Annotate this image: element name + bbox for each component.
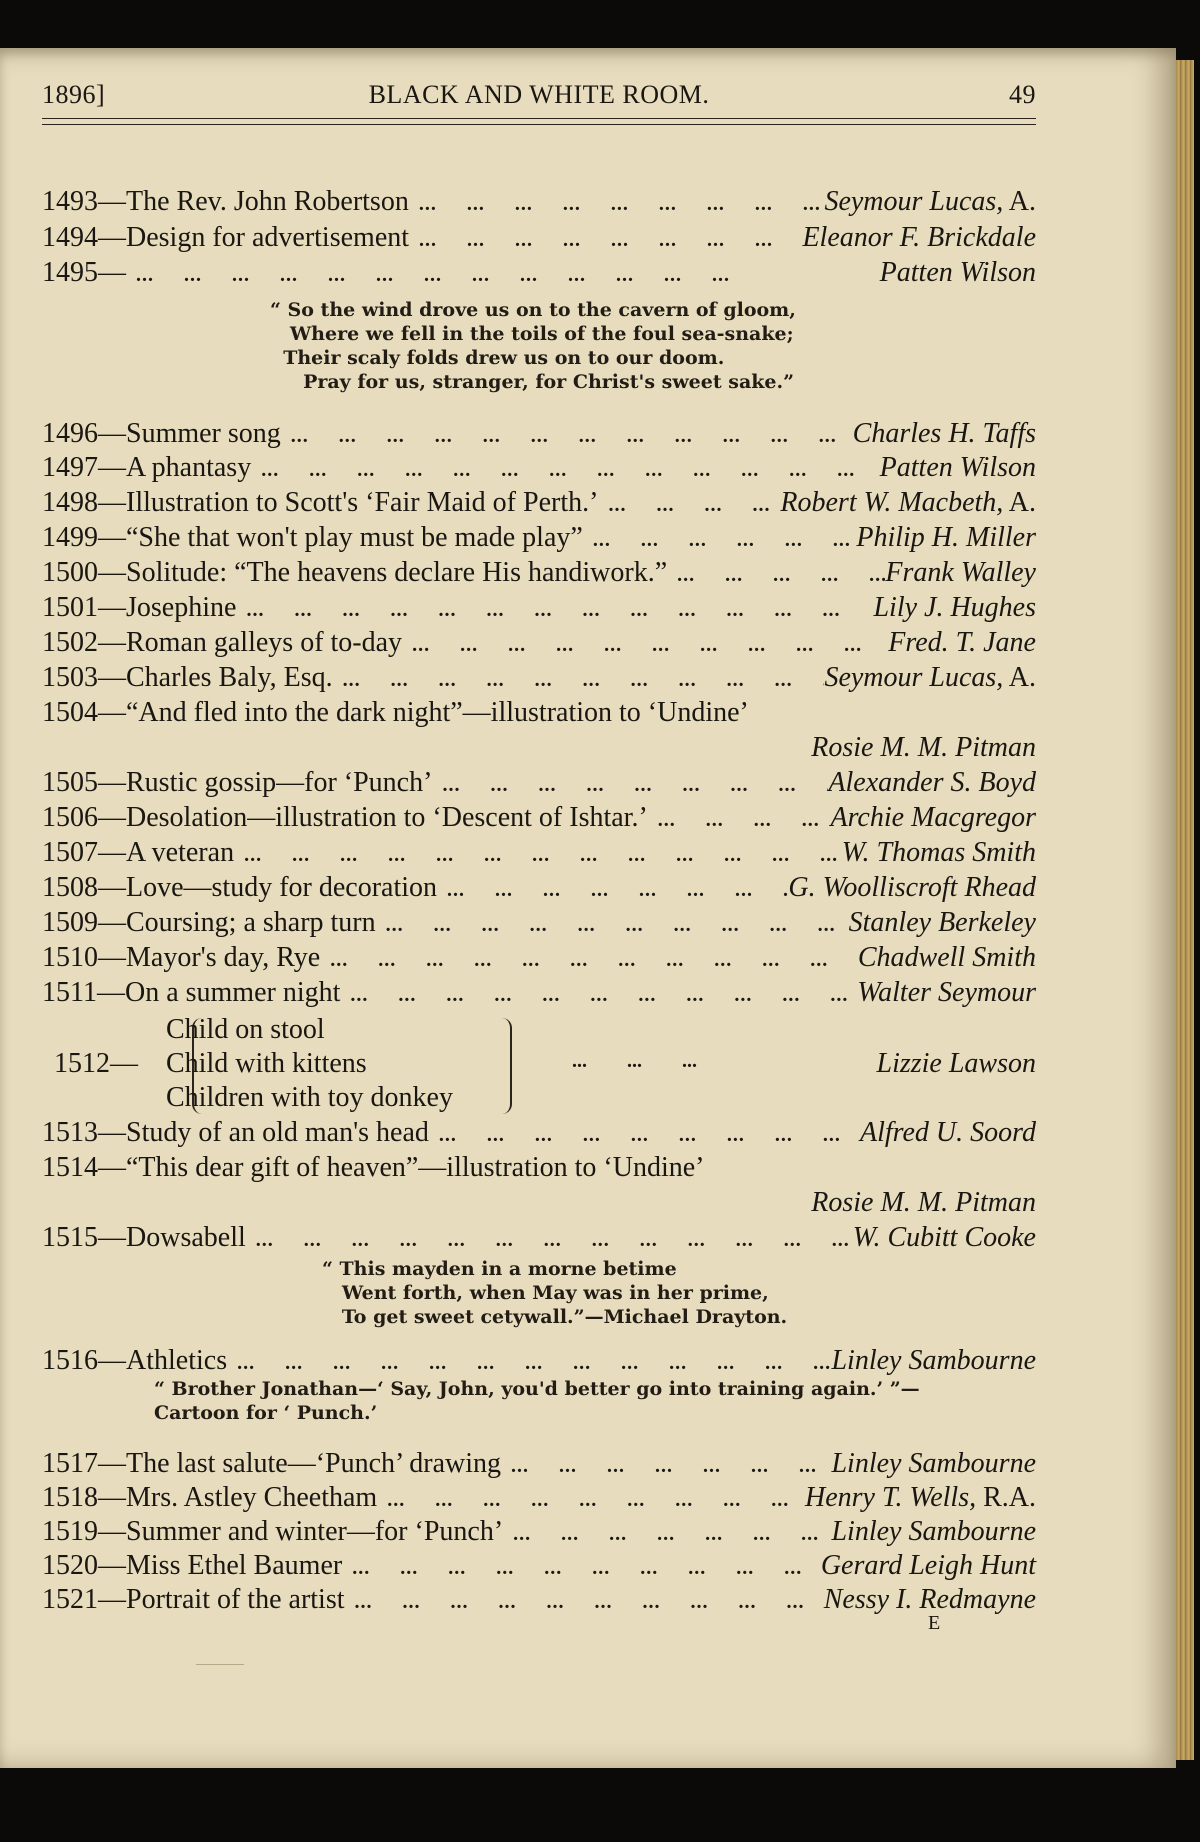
leader-dots xyxy=(281,425,853,448)
signature-mark: E xyxy=(928,1612,941,1634)
entry-artist: Fred. T. Jane xyxy=(888,627,1036,658)
entry-artist: Seymour Lucas, A. xyxy=(824,662,1036,693)
entry-artist: Linley Sambourne xyxy=(831,1516,1036,1547)
entry-number: 1502— xyxy=(42,627,126,658)
leader-dots xyxy=(234,844,842,867)
leader-dots xyxy=(402,634,888,657)
artist-honour: R.A. xyxy=(976,1482,1036,1513)
header-rule xyxy=(42,118,1036,125)
entry-title: 1518—Mrs. Astley Cheetham xyxy=(42,1482,378,1513)
entry-number: 1521— xyxy=(42,1584,126,1615)
entry-number: 1495— xyxy=(42,257,126,288)
entry-title: 1499—“She that won't play must be made play” xyxy=(42,522,583,553)
entry-1512-item: Children with toy donkey xyxy=(166,1082,453,1113)
entry-1514 xyxy=(42,1152,704,1184)
entry-title: 1501—Josephine xyxy=(42,592,237,623)
entry-1512-item: Child with kittens xyxy=(166,1048,367,1079)
entry-number: 1496— xyxy=(42,418,126,449)
entry-number: 1506— xyxy=(42,802,126,833)
entry-title: 1510—Mayor's day, Rye xyxy=(42,942,321,973)
leader-dots xyxy=(320,949,858,972)
entry-1508 xyxy=(42,872,1036,906)
entry-artist: Lily J. Hughes xyxy=(873,592,1036,623)
entry-number: 1520— xyxy=(42,1550,126,1581)
entry-1495 xyxy=(42,257,1036,291)
entry-artist: Nessy I. Redmayne xyxy=(823,1584,1036,1615)
entry-title: 1505—Rustic gossip—for ‘Punch’ xyxy=(42,767,433,798)
entry-1513 xyxy=(42,1117,1036,1151)
right-brace xyxy=(500,1018,512,1114)
entry-title: “And fled into the dark night”—illustration to ‘Undine’ xyxy=(126,697,749,728)
page-edge xyxy=(1176,60,1194,1760)
leader-dots xyxy=(333,669,825,692)
entry-title: 1517—The last salute—‘Punch’ drawing xyxy=(42,1448,502,1479)
leader-dots xyxy=(236,599,873,622)
entry-number: 1518— xyxy=(42,1482,126,1513)
quote-1495: “ So the wind drove us on to the cavern of gloom, Where we fell in the toils of the foul sea-snake; Their scaly folds drew us on to our doom. Pray for us, stranger, for Christ's sweet sake.” xyxy=(270,299,796,393)
leader-dots xyxy=(409,229,802,252)
entry-artist: Seymour Lucas, A. xyxy=(824,186,1036,217)
entry-title: 1508—Love—study for decoration xyxy=(42,872,438,903)
leader-dots xyxy=(503,1523,831,1546)
entry-artist: Gerard Leigh Hunt xyxy=(820,1550,1036,1581)
leader-dots xyxy=(432,774,828,797)
entry-artist: Philip H. Miller xyxy=(856,522,1036,553)
entry-artist: Patten Wilson xyxy=(879,257,1036,288)
artist-honour: A. xyxy=(1003,662,1036,693)
entry-title: 1493—The Rev. John Robertson xyxy=(42,186,409,217)
entry-title: 1500—Solitude: “The heavens declare His handiwork.” xyxy=(42,557,668,588)
entry-title: 1516—Athletics xyxy=(42,1345,228,1376)
entry-artist: Rosie M. M. Pitman xyxy=(811,732,1036,763)
entry-1519 xyxy=(42,1516,1036,1550)
entry-title xyxy=(42,257,126,289)
entry-number: 1499— xyxy=(42,522,126,553)
entry-1501 xyxy=(42,592,1036,626)
entry-title: “This dear gift of heaven”—illustration to ‘Undine’ xyxy=(126,1152,705,1183)
entry-number: 1500— xyxy=(42,557,126,588)
entry-1509 xyxy=(42,907,1036,941)
leader-dots xyxy=(598,494,780,517)
entry-number: 1516— xyxy=(42,1345,126,1376)
artist-honour: A. xyxy=(1003,186,1036,217)
entry-number: 1517— xyxy=(42,1448,126,1479)
entry-artist: Frank Walley xyxy=(885,557,1036,588)
entry-artist: W. Thomas Smith xyxy=(841,837,1036,868)
header-year: 1896] xyxy=(42,80,106,109)
entry-artist: Stanley Berkeley xyxy=(848,907,1036,938)
entry-title: 1515—Dowsabell xyxy=(42,1222,246,1253)
entry-number: 1501— xyxy=(42,592,126,623)
leader-dots xyxy=(227,1352,831,1375)
entry-1502 xyxy=(42,627,1036,661)
entry-artist: Alfred U. Soord xyxy=(859,1117,1036,1148)
entry-artist: Linley Sambourne xyxy=(831,1345,1036,1376)
entry-1520 xyxy=(42,1550,1036,1584)
entry-1498 xyxy=(42,487,1036,521)
entry-number: 1515— xyxy=(42,1222,126,1253)
entry-number: 1494— xyxy=(42,222,126,253)
entry-artist: Robert W. Macbeth, A. xyxy=(780,487,1036,518)
entry-artist: Patten Wilson xyxy=(879,452,1036,483)
entry-1505 xyxy=(42,767,1036,801)
entry-number: 1505— xyxy=(42,767,126,798)
entry-1517 xyxy=(42,1448,1036,1482)
entry-title: 1503—Charles Baly, Esq. xyxy=(42,662,333,693)
entry-number: 1513— xyxy=(42,1117,126,1148)
leader-dots xyxy=(409,193,825,216)
entry-1518 xyxy=(42,1482,1036,1516)
entry-number: 1511— xyxy=(42,977,125,1008)
entry-artist: Archie Macgregor xyxy=(830,802,1036,833)
leader-dots xyxy=(583,529,857,552)
entry-title: 1507—A veteran xyxy=(42,837,235,868)
entry-artist: Eleanor F. Brickdale xyxy=(802,222,1036,253)
entry-title: 1521—Portrait of the artist xyxy=(42,1584,345,1615)
leader-dots xyxy=(377,1489,805,1512)
entry-title: 1509—Coursing; a sharp turn xyxy=(42,907,376,938)
page-number: 49 xyxy=(1009,80,1036,109)
entry-1499 xyxy=(42,522,1036,556)
entry-1516 xyxy=(42,1345,1036,1379)
entry-number: 1508— xyxy=(42,872,126,903)
entry-title: 1513—Study of an old man's head xyxy=(42,1117,429,1148)
entry-1494 xyxy=(42,222,1036,256)
entry-number: 1507— xyxy=(42,837,126,868)
entry-artist: Alexander S. Boyd xyxy=(828,767,1036,798)
quote-1516: “ Brother Jonathan—‘ Say, John, you'd better go into training again.’ ”— Cartoon for ‘ Punch.’ xyxy=(154,1378,920,1424)
entry-title: 1494—Design for advertisement xyxy=(42,222,410,253)
entry-number: 1497— xyxy=(42,452,126,483)
entry-artist: Henry T. Wells, R.A. xyxy=(804,1482,1036,1513)
entry-1512-artist: Lizzie Lawson xyxy=(876,1048,1036,1079)
entry-title: 1506—Desolation—illustration to ‘Descent of Ishtar.’ xyxy=(42,802,648,833)
leader-dots xyxy=(340,984,857,1007)
entry-number: 1509— xyxy=(42,907,126,938)
entry-artist: Walter Seymour xyxy=(857,977,1036,1008)
entry-artist: Chadwell Smith xyxy=(857,942,1036,973)
entry-1515 xyxy=(42,1222,1036,1256)
entry-1511 xyxy=(42,977,1036,1011)
leader-dots xyxy=(501,1455,831,1478)
leader-dots xyxy=(437,879,788,902)
entry-number: 1503— xyxy=(42,662,126,693)
leader-dots: ... ... ... xyxy=(572,1050,697,1072)
leader-dots xyxy=(126,264,880,287)
leader-dots xyxy=(251,459,879,482)
leader-dots xyxy=(667,564,885,587)
entry-artist: Linley Sambourne xyxy=(831,1448,1036,1479)
entry-1507 xyxy=(42,837,1036,871)
entry-artist: Charles H. Taffs xyxy=(852,418,1036,449)
entry-1510 xyxy=(42,942,1036,976)
artist-honour: A. xyxy=(1003,487,1036,518)
entry-number: 1510— xyxy=(42,942,126,973)
leader-dots xyxy=(376,914,849,937)
leader-dots xyxy=(246,1229,853,1252)
entry-number: 1514— xyxy=(42,1152,126,1183)
entry-1512-item: Child on stool xyxy=(166,1014,325,1045)
leader-dots xyxy=(648,809,831,832)
entry-1506 xyxy=(42,802,1036,836)
entry-1512-group xyxy=(42,1012,1036,1116)
entry-number: 1498— xyxy=(42,487,126,518)
entry-title: 1498—Illustration to Scott's ‘Fair Maid of Perth.’ xyxy=(42,487,599,518)
entry-1512-number: 1512— xyxy=(54,1048,138,1079)
entry-title: 1496—Summer song xyxy=(42,418,281,449)
entry-title: 1519—Summer and winter—for ‘Punch’ xyxy=(42,1516,504,1547)
entry-number: 1504— xyxy=(42,697,126,728)
entry-artist: G. Woolliscroft Rhead xyxy=(788,872,1036,903)
entry-1504 xyxy=(42,697,749,729)
entry-1503 xyxy=(42,662,1036,696)
entry-title: 1511—On a summer night xyxy=(42,977,341,1008)
entry-number: 1493— xyxy=(42,186,126,217)
entry-1521 xyxy=(42,1584,1036,1618)
header-title: BLACK AND WHITE ROOM. xyxy=(368,80,710,109)
entry-title: 1497—A phantasy xyxy=(42,452,252,483)
entry-1500 xyxy=(42,557,1036,591)
entry-number: 1519— xyxy=(42,1516,126,1547)
entry-1497 xyxy=(42,452,1036,486)
leader-dots xyxy=(342,1557,821,1580)
leader-dots xyxy=(429,1124,860,1147)
entry-title: 1520—Miss Ethel Baumer xyxy=(42,1550,343,1581)
ink-smudge xyxy=(196,1664,244,1665)
entry-title: 1502—Roman galleys of to-day xyxy=(42,627,403,658)
running-header xyxy=(42,80,1036,120)
entry-artist: Rosie M. M. Pitman xyxy=(811,1187,1036,1218)
entry-1496 xyxy=(42,418,1036,452)
entry-1493 xyxy=(42,186,1036,220)
entry-artist: W. Cubitt Cooke xyxy=(852,1222,1036,1253)
leader-dots xyxy=(345,1591,824,1614)
quote-1515: “ This mayden in a morne betime Went forth, when May was in her prime, To get sweet cetywall.”—Michael Drayton. xyxy=(322,1258,788,1328)
